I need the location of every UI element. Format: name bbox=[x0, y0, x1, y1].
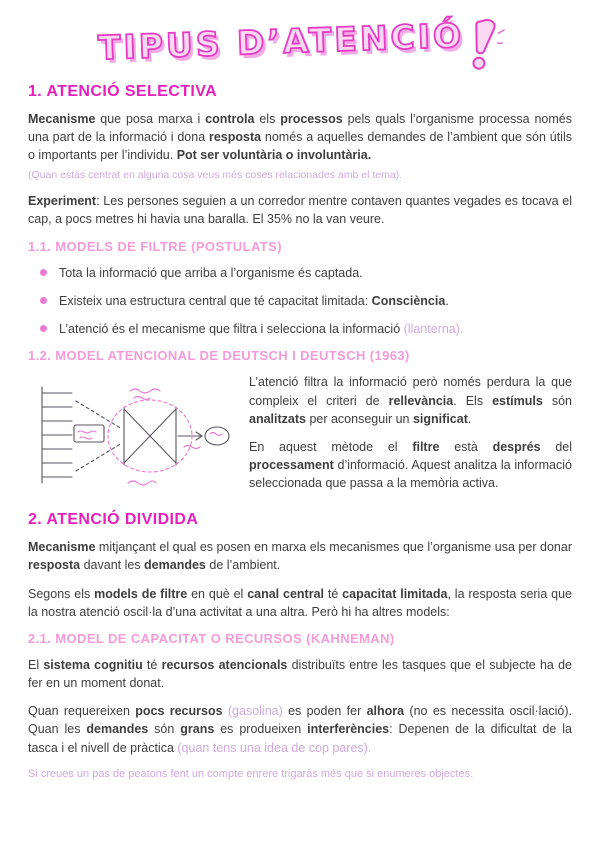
list-item bbox=[40, 264, 572, 282]
bullet-icon bbox=[40, 297, 47, 304]
deutsch-model-text bbox=[249, 373, 572, 502]
footer-note: Si creues un pas de peatons fent un compte enrere trigaràs més que si enumeres objectes. bbox=[28, 767, 474, 780]
model-paragraph: L’atenció filtra la informació però només perdura la que compleix el criteri de rellevància. Els estímuls són analitzats per aconseguir un significat. bbox=[249, 375, 572, 426]
document-title: TIPUS D’ATENCIÓ bbox=[97, 15, 465, 68]
experiment-paragraph: Experiment: Les persones seguien a un corredor mentre contaven quantes vegades es tocava el cap, a pocs metres hi havia una baralla. El 35% no la van veure. bbox=[28, 194, 572, 227]
subsection-1-2-heading: 1.2. MODEL ATENCIONAL DE DEUTSCH I DEUTSCH (1963) bbox=[28, 348, 410, 364]
section-2-heading: 2. ATENCIÓ DIVIDIDA bbox=[28, 511, 199, 529]
kahneman-paragraph: El sistema cognitiu té recursos atencionals distribuïts entre les tasques que el subjecte ha de fer en un moment donat. bbox=[28, 658, 572, 691]
list-item bbox=[40, 320, 572, 338]
postulats-list bbox=[28, 264, 572, 338]
section-2-paragraph: Segons els models de filtre en què el canal central té capacitat limitada, la resposta seria que la nostra atenció oscil·la d’una activitat a una altra. Però hi ha altres models: bbox=[28, 586, 572, 619]
section-1-heading: 1. ATENCIÓ SELECTIVA bbox=[28, 83, 218, 100]
document-title-block bbox=[28, 15, 572, 74]
bullet-icon bbox=[40, 269, 47, 276]
section-2-paragraph: Mecanisme mitjançant el qual es posen en marxa els mecanismes que l’organisme usa per donar resposta davant les demandes de l’ambient. bbox=[28, 540, 572, 573]
section-1-paragraph: Mecanisme que posa marxa i controla els processos pels quals l’organisme processa només una part de la informació i dona resposta només a aquelles demandes de l’ambient que són útils o importants per l’individu. Pot ser voluntària o involuntària. bbox=[28, 112, 572, 163]
list-item bbox=[40, 292, 572, 310]
bullet-icon bbox=[40, 325, 47, 332]
list-item-text: Existeix una estructura central que té capacitat limitada: Consciència. bbox=[59, 293, 449, 308]
kahneman-paragraph: Quan requereixen pocs recursos (gasolina) es poden fer alhora (no es necessita oscil·lació). Quan les demandes són grans es produeixen interferències: Depenen de la dificultat de la tasca i el nivell de pràctica (quan tens una idea de cop pares). bbox=[28, 704, 572, 755]
side-note: (Quan estàs centrat en alguna cosa veus més coses relacionades amb el tema). bbox=[28, 168, 403, 181]
list-item-text: L’atenció és el mecanisme que filtra i selecciona la informació (llanterna). bbox=[59, 322, 464, 336]
exclamation-doodle-icon bbox=[463, 15, 506, 76]
model-paragraph: En aquest mètode el filtre està després del processament d’informació. Aquest analitza la informació seleccionada que passa a la memòria activa. bbox=[249, 439, 572, 490]
filter-model-diagram bbox=[28, 379, 233, 497]
deutsch-model-block bbox=[28, 373, 572, 502]
subsection-1-1-heading: 1.1. MODELS DE FILTRE (POSTULATS) bbox=[28, 238, 282, 254]
list-item-text: Tota la informació que arriba a l’organisme és captada. bbox=[59, 265, 363, 280]
subsection-2-1-heading: 2.1. MODEL DE CAPACITAT O RECURSOS (KAHNEMAN) bbox=[28, 630, 395, 646]
